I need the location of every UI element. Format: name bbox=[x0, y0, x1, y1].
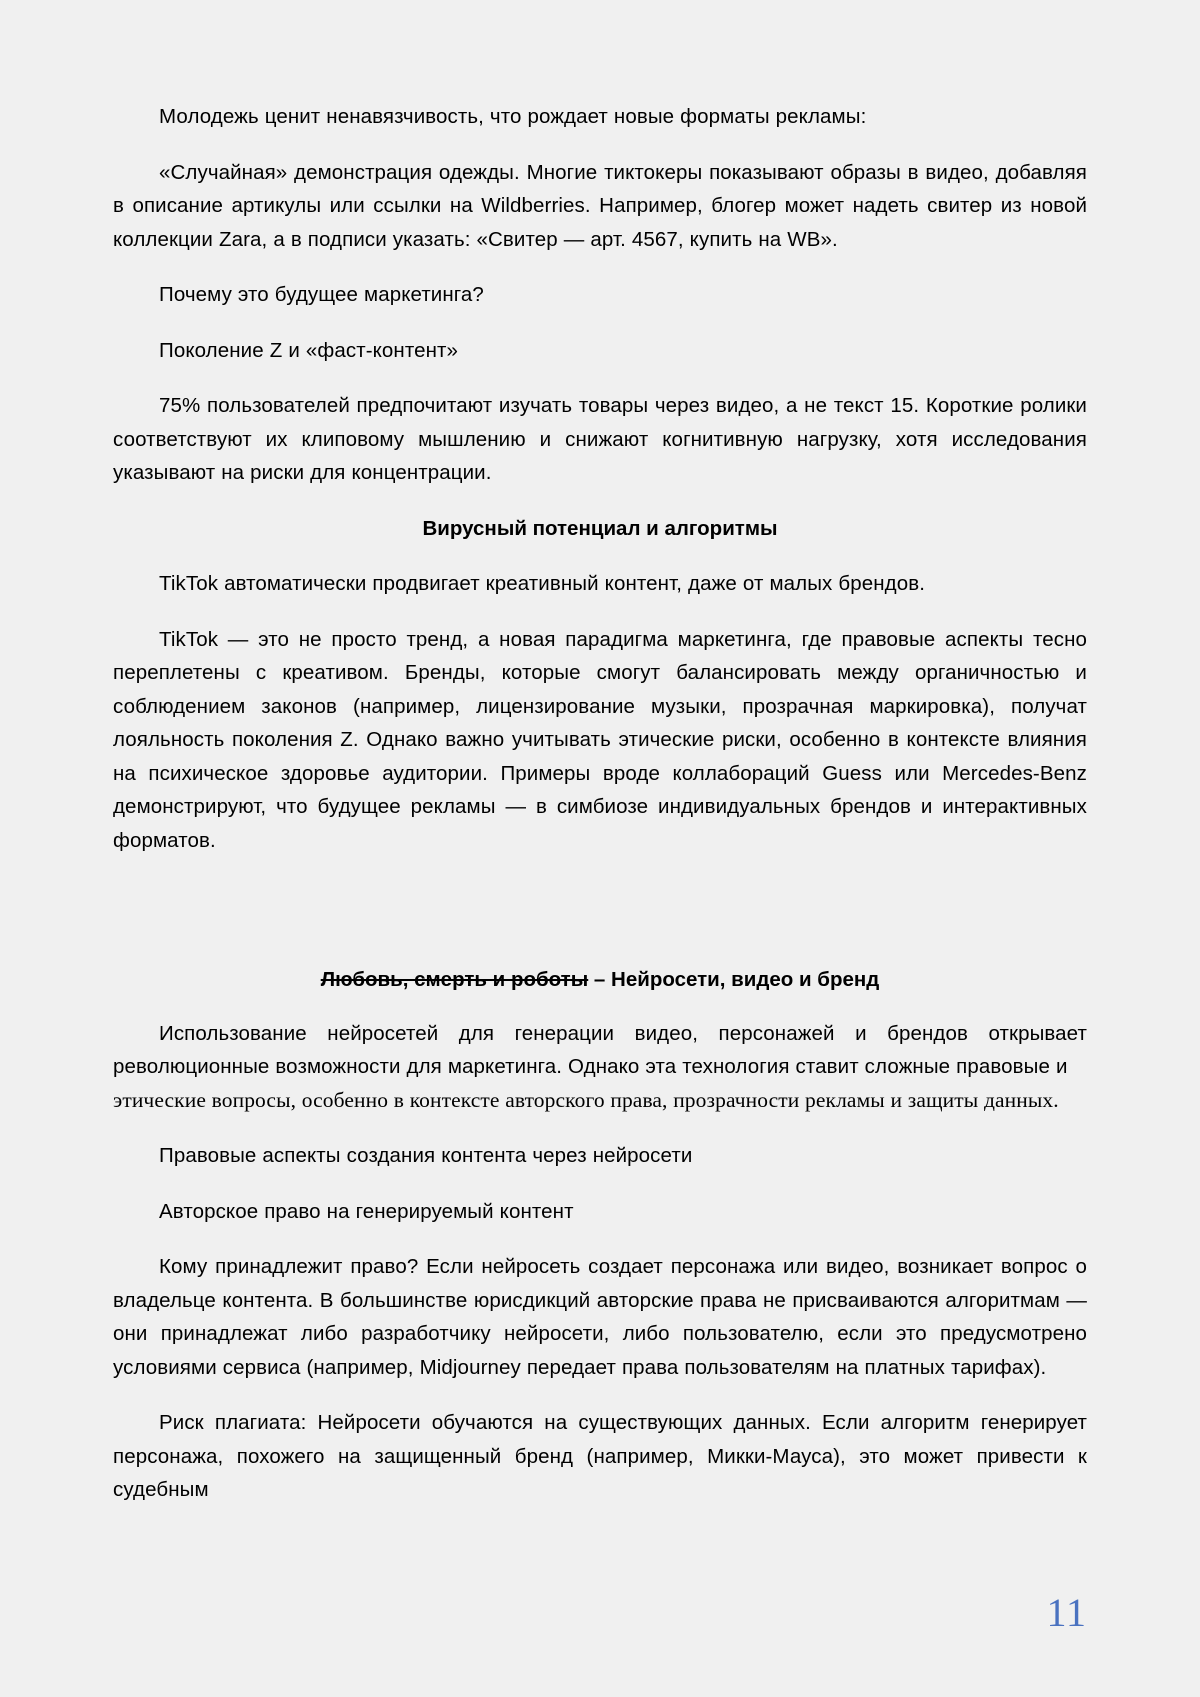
paragraph: Правовые аспекты создания контента через нейросети bbox=[159, 1144, 693, 1167]
paragraph: 75% пользователей предпочитают изучать товары через видео, а не текст 15. Короткие ролики соответствуют их клиповому мышлению и снижают когнитивную нагрузку, хотя исследования указывают на риски для концентрации. bbox=[113, 394, 1087, 484]
paragraph: этические вопросы, особенно в контексте авторского права, прозрачности рекламы и защиты данных. bbox=[113, 1087, 1059, 1112]
paragraph: Почему это будущее маркетинга? bbox=[159, 283, 484, 306]
heading-strikethrough-text: Любовь, смерть и роботы bbox=[320, 968, 589, 991]
paragraph: TikTok — это не просто тренд, а новая парадигма маркетинга, где правовые аспекты тесно переплетены с креативом. Бренды, которые смогут балансировать между органичностью и соблюдением законов (например, лицензирование музыки, прозрачная маркировка), получат лояльность поколения Z. Однако важно учитывать этические риски, особенно в контексте влияния на психическое здоровье аудитории. Примеры вроде коллабораций Guess или Mercedes-Benz демонстрируют, что будущее рекламы — в симбиозе индивидуальных брендов и интерактивных форматов. bbox=[113, 627, 1087, 852]
section-heading-neural-networks bbox=[113, 963, 1087, 997]
paragraph: «Случайная» демонстрация одежды. Многие тиктокеры показывают образы в видео, добавляя в описание артикулы или ссылки на Wildberries. Например, блогер может надеть свитер из новой коллекции Zara, а в подписи указать: «Свитер — арт. 4567, купить на WB». bbox=[113, 160, 1087, 251]
document-body bbox=[113, 100, 1087, 1507]
paragraph: Кому принадлежит право? Если нейросеть создает персонажа или видео, возникает вопрос о владельце контента. В большинстве юрисдикций авторские права не присваиваются алгоритмам — они принадлежат либо разработчику нейросети, либо пользователю, если это предусмотрено условиями сервиса (например, Midjourney передает права пользователям на платных тарифах). bbox=[113, 1255, 1087, 1379]
section-spacer bbox=[113, 879, 1087, 963]
paragraph: Поколение Z и «фаст-контент» bbox=[159, 338, 459, 362]
paragraph: Использование нейросетей для генерации видео, персонажей и брендов открывает революционные возможности для маркетинга. Однако эта технология ставит сложные правовые и bbox=[113, 1021, 1087, 1078]
section-heading-viral-potential: Вирусный потенциал и алгоритмы bbox=[422, 516, 778, 540]
paragraph: Молодежь ценит ненавязчивость, что рождает новые форматы рекламы: bbox=[159, 105, 867, 128]
paragraph: Авторское право на генерируемый контент bbox=[159, 1199, 574, 1223]
paragraph: Риск плагиата: Нейросети обучаются на существующих данных. Если алгоритм генерирует персонажа, похожего на защищенный бренд (например, Микки-Мауса), это может привести к судебным bbox=[113, 1411, 1087, 1501]
paragraph: TikTok автоматически продвигает креативный контент, даже от малых брендов. bbox=[159, 572, 926, 595]
page-number: 11 bbox=[1046, 1590, 1087, 1635]
heading-plain-text: – Нейросети, видео и бренд bbox=[588, 968, 880, 991]
